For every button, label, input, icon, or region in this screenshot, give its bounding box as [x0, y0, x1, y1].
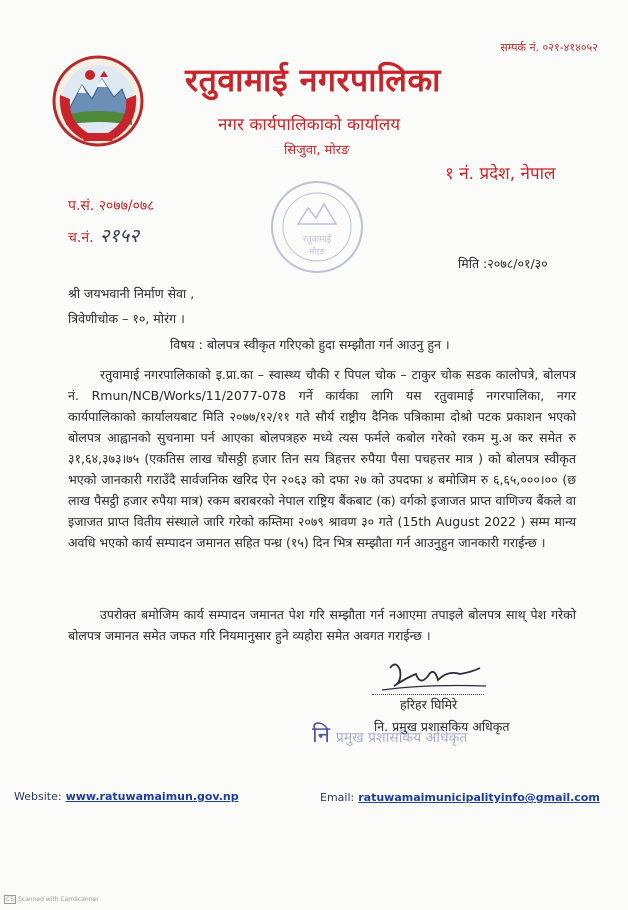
designation-stamp-text: प्रमुख प्रशासकिय अधिकृत [335, 730, 468, 746]
signature-line [372, 694, 484, 695]
camscanner-icon: CS [6, 896, 14, 903]
stamp-text-line1: रतुवामाई [302, 235, 332, 245]
stamp-text-line2: मोरङ [309, 247, 325, 256]
email-link[interactable]: ratuwamaimunicipalityinfo@gmail.com [358, 791, 600, 804]
signatory-name: हरिहर घिमिरे [400, 697, 458, 712]
office-stamp [268, 178, 366, 276]
letterhead-address: सिजुवा, मोरङ [284, 143, 350, 158]
signatory-title: नि. प्रमुख प्रशासकिय अधिकृत [374, 719, 510, 734]
recipient-name: श्री जयभवानी निर्माण सेवा , [68, 286, 195, 301]
scanner-watermark [4, 895, 99, 904]
contact-number: सम्पर्क नं. ०२१-४१४०५२ [500, 41, 598, 54]
letter-date: मिति :२०७८/०१/३० [458, 256, 548, 271]
municipality-emblem-logo [52, 55, 144, 147]
dispatch-number-reference [68, 222, 139, 248]
designation-stamp [312, 719, 467, 749]
footer-website [14, 790, 239, 803]
email-label: Email: [320, 791, 355, 804]
body-paragraph-1: रतुवामाई नगरपालिकाको इ.प्रा.का – स्वास्थ्य चौकी र पिपल चोक – टाकुर चोक सडक कालोपत्रे, बोलपत्र नं. Rmun/NCB/Works/11/2077-078 गर्ने कार्यका लागि यस रतुवामाई नगरपालिका, नगर कार्यपालिकाको कार्यालयबाट मिति २०७७/१२/११ गते सौर्य राष्ट्रीय दैनिक पत्रिकामा दोश्रो पटक प्रकाशन भएको बोलपत्र आह्वानको सुचनामा पर्न आएका बोलपत्रहरु मध्ये त्यस फर्मले कबोल गरेको रकम मु.अ कर समेत रु ३१,६४,३७३।७५ (एकतिस लाख चौसठ्ठी हजार तिन सय त्रिहत्तर रुपैया पैसा पचहत्तर मात्र ) को बोलपत्र स्वीकृत भएको जानकारी गराउँदै सार्वजनिक खरिद ऐन २०६३ को दफा २७ को उपदफा ४ बमोजिम रु ६,६५,०००।०० (छ लाख पैसट्ठी हजार रुपैया मात्र) रकम बराबरको नेपाल राष्ट्रिय बैंकबाट (क) वर्गको इजाजत प्राप्त वाणिज्य बैंकले वा इजाजत प्राप्त वितीय संस्थाले जारि गरेको कम्तिमा २०७९ श्रावण ३० गते (15th August 2022 ) सम्म मान्य अवधि भएको कार्य सम्पादन जमानत सहित पन्ध्र (१५) दिन भित्र सम्झौता गर्न आउनुहुन जानकारी गराईन्छ । [68, 367, 576, 550]
recipient-address: त्रिवेणीचोक – १०, मोरंग । [68, 311, 185, 326]
letter-subject: विषय : बोलपत्र स्वीकृत गरिएको हुदा सम्झौता गर्न आउनु हुन । [170, 337, 450, 352]
website-link[interactable]: www.ratuwamaimun.gov.np [65, 790, 239, 803]
website-label: Website: [14, 790, 62, 803]
province-label: १ नं. प्रदेश, नेपाल [445, 164, 556, 184]
letterhead-title: रतुवामाई नगरपालिका [185, 61, 441, 99]
footer-email [320, 791, 600, 804]
designation-stamp-prefix: नि [312, 723, 330, 748]
letterhead-subtitle: नगर कार्यपालिकाको कार्यालय [218, 115, 401, 135]
fiscal-year-reference: प.सं. २०७७/०७८ [68, 198, 155, 214]
dispatch-number-handwritten: २१५२ [99, 225, 140, 247]
dispatch-label: च.नं. [68, 230, 94, 246]
body-paragraph-2: उपरोक्त बमोजिम कार्य सम्पादन जमानत पेश गरि सम्झौता गर्न नआएमा तपाइले बोलपत्र साथ् पेश गरेको बोलपत्र जमानत समेत जफत गरि नियमानुसार हुने व्यहोरा समेत अवगत गराईन्छ । [68, 607, 576, 643]
scanner-watermark-text: Scanned with CamScanner [18, 896, 99, 903]
